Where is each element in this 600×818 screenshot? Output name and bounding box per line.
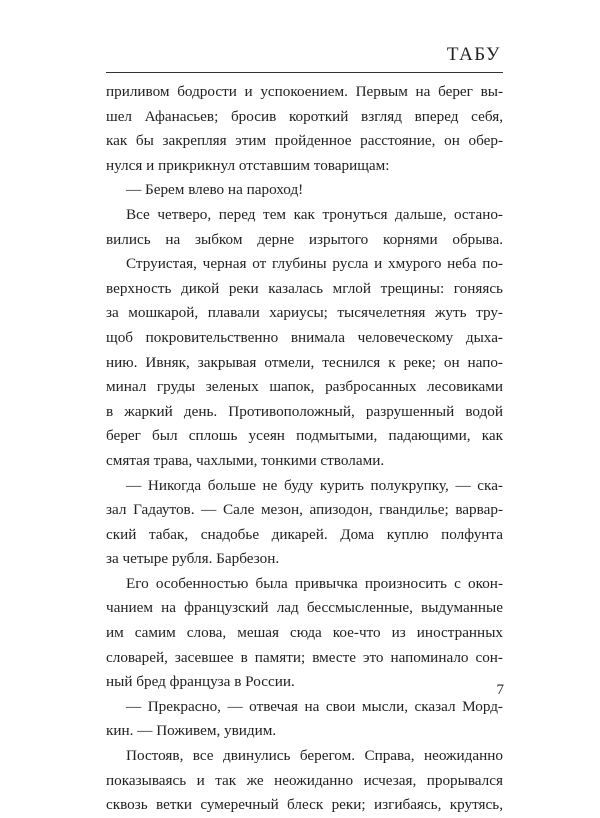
text-line: кин. — Поживем, увидим.: [106, 722, 277, 740]
text-line: зал Гадаутов. — Сале мезон, апизодон, гвандилье; варвар-: [106, 501, 503, 519]
text-line: сквозь ветки сумеречный блеск реки; изгибаясь, крутясь,: [106, 796, 503, 814]
text-line: как бы закрепляя этим пройденное расстояние, он обер-: [106, 132, 503, 150]
text-line: Его особенностью была привычка произносить с окон-: [126, 574, 503, 592]
text-line: показываясь и так же неожиданно исчезая, прорывался: [106, 771, 503, 789]
text-line: — Прекрасно, — отвечая на свои мысли, сказал Морд-: [126, 697, 503, 715]
text-line: приливом бодрости и успокоением. Первым на берег вы-: [106, 83, 503, 100]
text-line: — Никогда больше не буду курить полукрупку, — ска-: [126, 476, 503, 494]
text-line: ский табак, снадобье дикарей. Дома куплю полфунта: [106, 525, 503, 543]
text-line: им самим слова, мешая сюда кое-что из иностранных: [106, 624, 503, 642]
text-line: за четыре рубля. Барбезон.: [106, 550, 280, 568]
text-line: Постояв, все двинулись берегом. Справа, неожиданно: [126, 747, 503, 765]
text-line: минал груды зеленых шапок, разбросанных лесовиками: [106, 378, 503, 396]
text-line: нулся и прикрикнул отставшим товарищам:: [106, 156, 390, 174]
running-header: [106, 44, 503, 73]
text-line: Струистая, черная от глубины русла и хмурого неба по-: [126, 255, 503, 273]
page-number: 7: [496, 682, 504, 698]
text-line: Все четверо, перед тем как тронуться дальше, остано-: [126, 205, 503, 223]
text-line: словарей, засевшее в памяти; вместе это напоминало сон-: [106, 648, 503, 666]
text-line: шел Афанасьев; бросив короткий взгляд вперед себя,: [106, 107, 503, 125]
text-line: щоб покровительственно внимала человеческому дыха-: [106, 328, 503, 346]
text-line: в жаркий день. Противоположный, разрушенный водой: [106, 402, 503, 420]
running-title: ТАБУ: [446, 44, 501, 65]
text-line: нию. Ивняк, закрывая отмели, теснился к реке; он напо-: [106, 353, 503, 371]
text-line: верхность дикой реки казалась мглой трещины: гоняясь: [106, 279, 503, 297]
text-line: вились на зыбком дерне изрытого корнями обрыва.: [106, 230, 503, 248]
text-line: — Берем влево на пароход!: [126, 181, 304, 199]
text-line: за мошкарой, плавали хариусы; тысячелетняя жуть тру-: [106, 304, 503, 322]
text-line: чанием на французский лад бессмысленные, выдуманные: [106, 599, 503, 617]
body-text: [106, 80, 503, 818]
text-line: смятая трава, чахлыми, тонкими стволами.: [106, 451, 385, 469]
text-line: ный бред француза в России.: [106, 673, 295, 691]
text-line: берег был сплошь усеян подмытыми, падающими, как: [106, 427, 503, 445]
